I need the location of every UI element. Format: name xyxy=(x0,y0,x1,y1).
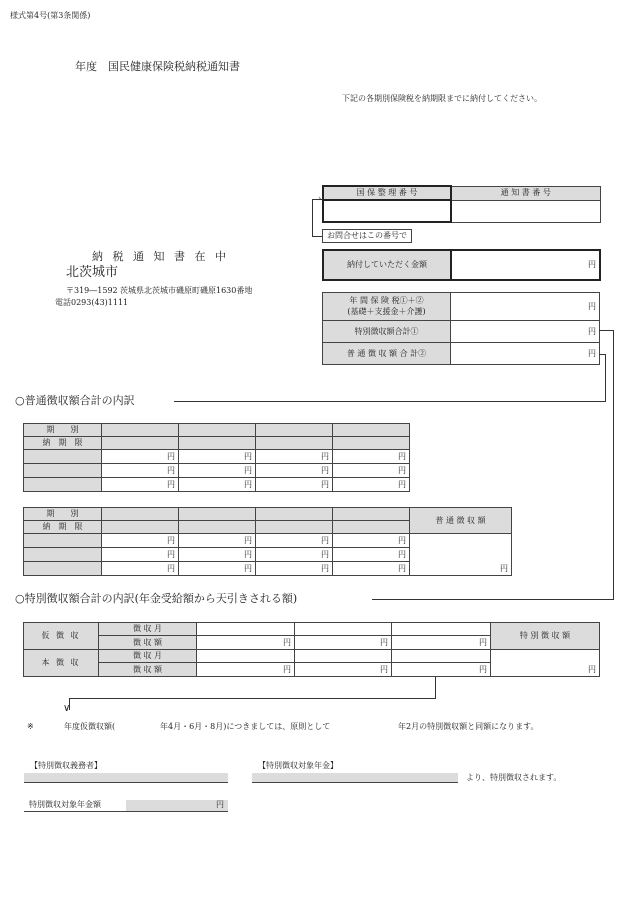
instruction-text: 下記の各期別保険税を納期限までに納付してください。 xyxy=(342,94,542,103)
id-number-table xyxy=(322,185,601,223)
pension-amount-field: 円 xyxy=(126,800,228,811)
special-collection-suffix: より、特別徴収されます。 xyxy=(466,773,562,782)
issuer-name: 北茨城市 xyxy=(66,265,119,280)
notice-number-value xyxy=(451,200,600,222)
special-total-value: 円 xyxy=(451,321,600,343)
issuer-postal: 〒319―1592 xyxy=(66,286,118,295)
table-row: 徴 収 額 円 円 円 xyxy=(24,663,600,677)
table-row: 円 円 円 円 円 xyxy=(24,534,512,548)
annual-tax-value: 円 xyxy=(451,293,600,321)
annual-tax-label: 年 間 保 険 税①＋② (基礎＋支援金＋介護) xyxy=(323,293,451,321)
amount-due-table xyxy=(322,249,601,281)
notice-number-header: 通 知 書 番 号 xyxy=(451,186,600,200)
note-mark: ※ xyxy=(27,722,34,731)
table-row: 本 徴 収 徴 収 月 円 xyxy=(24,650,600,663)
inquiry-note: お問合せはこの番号で xyxy=(322,229,412,243)
main-collection-label: 本 徴 収 xyxy=(24,650,99,677)
period-label: 期 別 xyxy=(24,424,102,437)
ordinary-total-value: 円 xyxy=(451,343,600,365)
note-text-1: 年度仮徴収額( xyxy=(64,722,116,731)
table-row: 円 円 円 円 xyxy=(24,548,512,562)
note-text-2: 年4月・6月・8月)につきましては、原則として xyxy=(160,722,331,731)
pension-field xyxy=(252,773,458,783)
pension-label: 【特別徴収対象年金】 xyxy=(258,761,338,770)
special-table xyxy=(23,622,600,677)
table-row: 仮 徴 収 徴 収 月 特 別 徴 収 額 xyxy=(24,623,600,636)
ordinary-total-label: 普 通 徴 収 額 合 計② xyxy=(323,343,451,365)
special-total-label: 特別徴収額合計① xyxy=(323,321,451,343)
table-row: 円 円 円 円 xyxy=(24,478,410,492)
summary-table xyxy=(322,292,600,365)
table-row: 納 期 限 xyxy=(24,521,512,534)
arrow-right-icon: › xyxy=(318,194,322,203)
obligor-label: 【特別徴収義務者】 xyxy=(30,761,102,770)
pension-amount-label: 特別徴収対象年金額 xyxy=(29,800,101,809)
kokuho-number-value xyxy=(323,200,451,222)
provisional-label: 仮 徴 収 xyxy=(24,623,99,650)
form-number: 様式第4号(第3条関係) xyxy=(10,11,91,20)
amount-due-label: 納付していただく金額 xyxy=(323,250,451,280)
table-row: 円 円 円 円 xyxy=(24,464,410,478)
arrow-down-icon: ∨ xyxy=(63,703,71,714)
table-row xyxy=(24,437,410,450)
obligor-field xyxy=(24,773,228,783)
table-row: 円 円 円 円 xyxy=(24,562,512,576)
ordinary-heading: ○普通徴収額合計の内訳 xyxy=(15,395,139,406)
special-heading: ○特別徴収額合計の内訳(年金受給額から天引きされる額) xyxy=(15,593,301,604)
table-row: 徴 収 額 円 円 円 xyxy=(24,636,600,650)
note-text-3: 年2月の特別徴収額と同額になります。 xyxy=(398,722,539,731)
ordinary-total-value: 円 xyxy=(410,534,512,576)
due-date-label: 納 期 限 xyxy=(24,437,102,450)
notice-enclosed-label: 納 税 通 知 書 在 中 xyxy=(92,250,229,263)
table-row: 円 円 円 円 xyxy=(24,450,410,464)
issuer-phone: 電話0293(43)1111 xyxy=(55,298,129,307)
table-row xyxy=(24,424,410,437)
page-title: 年度 国民健康保険税納税通知書 xyxy=(75,60,240,73)
amount-due-unit: 円 xyxy=(451,250,600,280)
special-total-header: 特 別 徴 収 額 xyxy=(491,623,600,650)
kokuho-number-header: 国 保 整 理 番 号 xyxy=(323,186,451,200)
issuer-address: 茨城県北茨城市磯原町磯原1630番地 xyxy=(120,286,253,295)
ordinary-table-2 xyxy=(23,507,512,576)
ordinary-total-header: 普 通 徴 収 額 xyxy=(410,508,512,534)
table-row: 期 別 普 通 徴 収 額 xyxy=(24,508,512,521)
ordinary-table-1 xyxy=(23,423,410,492)
special-total-value: 円 xyxy=(491,650,600,677)
